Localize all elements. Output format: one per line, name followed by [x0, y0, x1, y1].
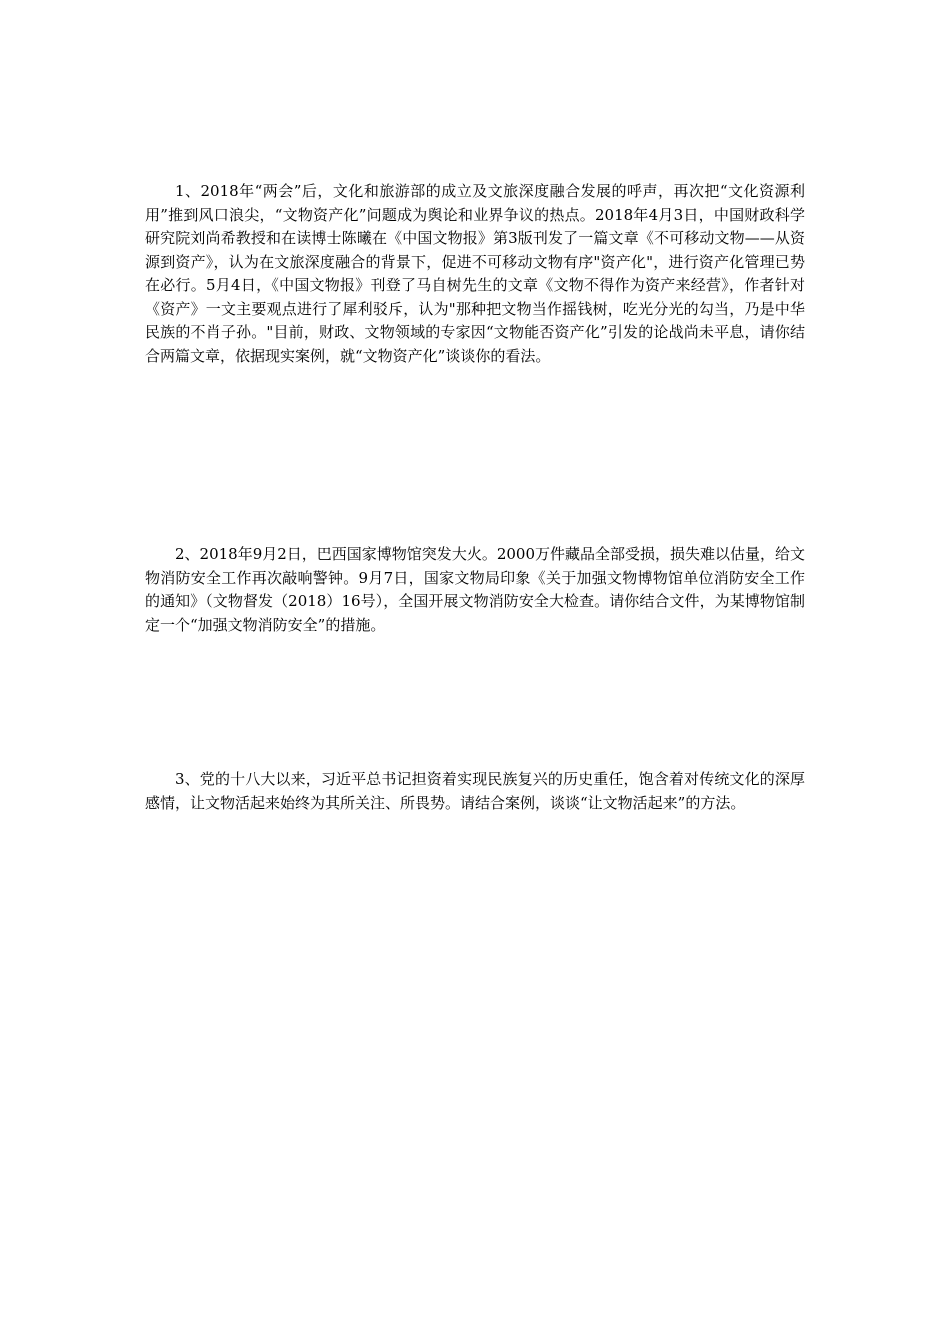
- question-2-paragraph: 2、2018年9月2日，巴西国家博物馆突发大火。2000万件藏品全部受损，损失难以估量，给文物消防安全工作再次敲响警钟。9月7日，国家文物局印象《关于加强文物博物馆单位消防安全工作的通知》（文物督发（2018）16号），全国开展文物消防安全大检查。请你结合文件，为某博物馆制定一个“加强文物消防安全”的措施。: [145, 545, 805, 634]
- question-1-paragraph: 1、2018年“两会”后，文化和旅游部的成立及文旅深度融合发展的呼声，再次把“文化资源利用”推到风口浪尖，“文物资产化”问题成为舆论和业界争议的热点。2018年4月3日，中国财政科学研究院刘尚希教授和在读博士陈曦在《中国文物报》第3版刊发了一篇文章《不可移动文物——从资源到资产》，认为在文旅深度融合的背景下，促进不可移动文物有序"资产化"，进行资产化管理已势在必行。5月4日，《中国文物报》刊登了马自树先生的文章《文物不得作为资产来经营》，作者针对《资产》一文主要观点进行了犀利驳斥，认为"那种把文物当作摇钱树，吃光分光的勾当，乃是中华民族的不肖子孙。"目前，财政、文物领域的专家因“文物能否资产化”引发的论战尚未平息，请你结合两篇文章，依据现实案例，就“文物资产化”谈谈你的看法。: [145, 182, 805, 365]
- question-3-paragraph: 3、党的十八大以来，习近平总书记担资着实现民族复兴的历史重任，饱含着对传统文化的深厚感情，让文物活起来始终为其所关注、所畏势。请结合案例，谈谈“让文物活起来”的方法。: [145, 770, 805, 812]
